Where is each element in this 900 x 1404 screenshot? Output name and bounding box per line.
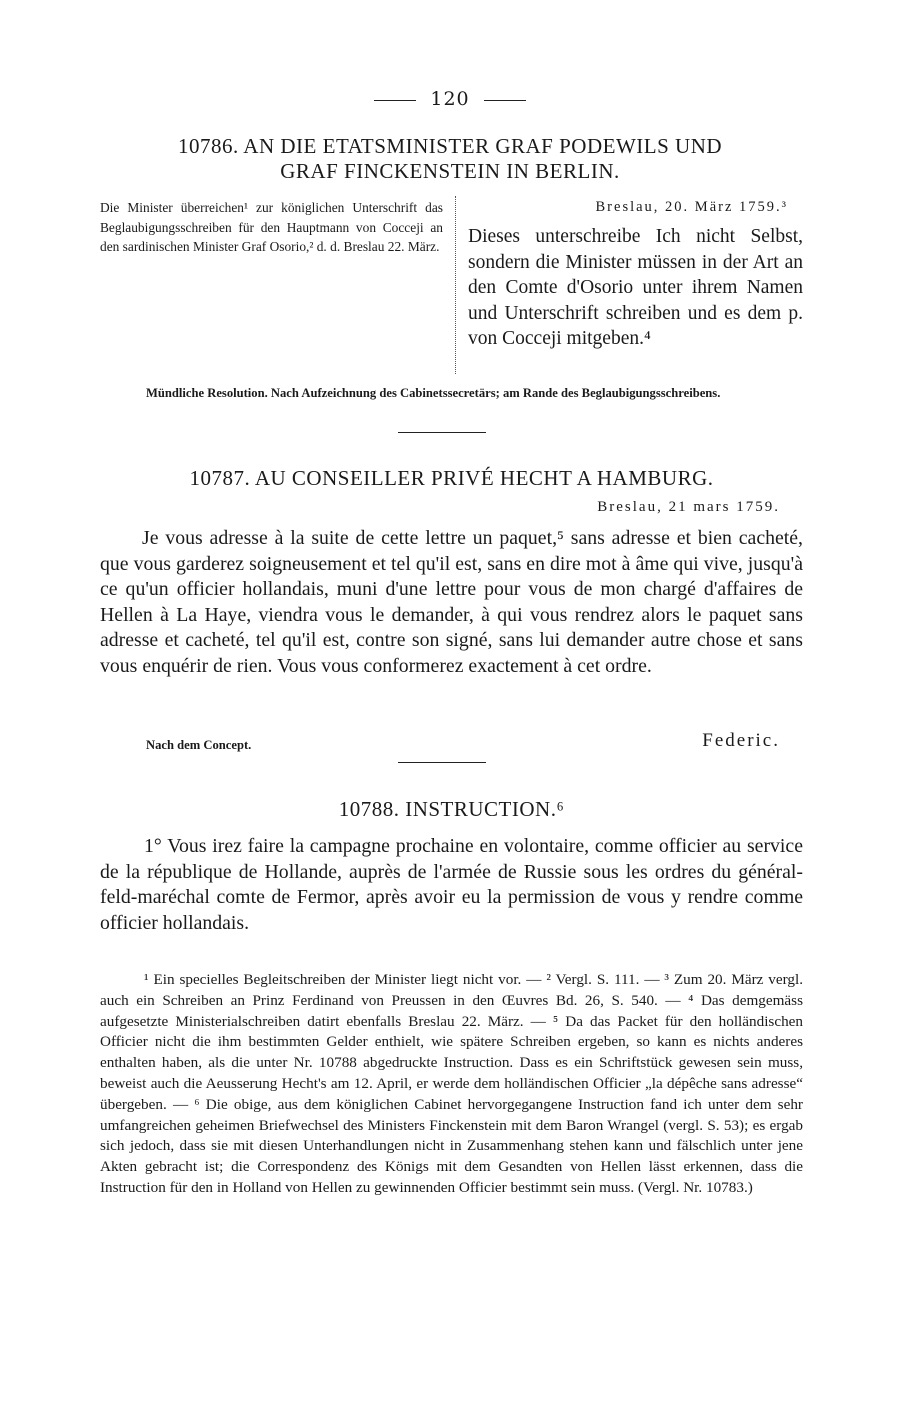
letter2-heading: [100, 466, 803, 491]
letter1-summary: Die Minister überreichen¹ zur königlichen Unterschrift das Beglaubigungsschreiben für den Hauptmann von Cocceji an den sardinischen Minister Graf Osorio,² d. d. Breslau 22. März.: [100, 200, 443, 254]
column-divider: [455, 196, 456, 374]
header-rule-left: [374, 100, 416, 101]
letter2-signature: Federic.: [702, 730, 780, 751]
letter3-para-marker: 1°: [144, 835, 162, 857]
separator-2: [398, 762, 486, 763]
letter1-date: Breslau, 20. März 1759.³: [595, 199, 788, 215]
letter1-source: Mündliche Resolution. Nach Aufzeichnung des Cabinetssecretärs; am Rande des Beglaubigungsschreibens.: [146, 386, 721, 400]
letter2-number: 10787.: [189, 466, 251, 490]
footnotes: ¹ Ein specielles Begleitschreiben der Minister liegt nicht vor. — ² Vergl. S. 111. — ³ Zum 20. März vergl. auch ein Schreiben an Prinz Ferdinand von Preussen in den Œuvres Bd. 26, S. 540. — ⁴ Das demgemäss aufgesetzte Ministerialschreiben datirt ebenfalls Breslau 22. März. — ⁵ Da das Packet für den holländischen Officier nicht die ihm bestimmten Gelder enthielt, wie spätere Schreiben ergeben, so kann es nichts anderes enthalten haben, als die unter Nr. 10788 abgedruckte Instruction. Dass es ein Schriftstück gewesen sein muss, beweist auch die Aeusserung Hecht's am 12. April, er werde dem holländischen Officier „la dépêche sans adresse“ übergeben. — ⁶ Die obige, aus dem königlichen Cabinet hervorgegangene Instruction fand ich unter dem sehr umfangreichen geheimen Briefwechsel des Ministers Finckenstein mit dem Baron Wrangel (vergl. S. 53); es ergab sich jedoch, dass sie mit diesen Unterhandlungen nicht in Zusammenhang stehen kann und fälschlich unter jene Akten gebracht ist; die Correspondenz des Königs mit dem Gesandten von Hellen lässt erkennen, dass die Instruction für den in Holland von Hellen zu gewinnenden Officier bestimmt sein muss. (Vergl. Nr. 10783.): [100, 971, 803, 1196]
letter3-text: Vous irez faire la campagne prochaine en volontaire, comme officier au service de la république de Hollande, auprès de l'armée de Russie sous les ordres du général-feld-maréchal comte de Fermor, après avoir eu la permission de vous y rendre comme officier hollandais.: [100, 835, 803, 934]
letter1-title-line2: GRAF FINCKENSTEIN IN BERLIN.: [280, 159, 620, 183]
letter1-number: 10786.: [177, 134, 239, 158]
letter3-title: INSTRUCTION.⁶: [405, 797, 565, 821]
letter1-text: Dieses unterschreibe Ich nicht Selbst, sondern die Minister müssen in der Art an den Comte d'Osorio unter ihrem Namen und Unterschrift schreiben und es dem p. von Cocceji mitgeben.⁴: [468, 226, 803, 349]
page-header: [0, 88, 900, 110]
letter2-date: Breslau, 21 mars 1759.: [597, 499, 780, 515]
letter3-paragraph: [100, 834, 803, 936]
letter1-title-line1: AN DIE ETATSMINISTER GRAF PODEWILS UND: [243, 134, 723, 158]
header-rule-right: [484, 100, 526, 101]
letter2-source: Nach dem Concept.: [146, 738, 252, 752]
separator-1: [398, 432, 486, 433]
letter3-number: 10788.: [338, 797, 400, 821]
letter2-title: AU CONSEILLER PRIVÉ HECHT A HAMBURG.: [254, 466, 714, 490]
letter3-heading: [100, 797, 803, 822]
page-number: 120: [430, 88, 470, 110]
letter1-heading: [100, 134, 800, 159]
letter2-text: Je vous adresse à la suite de cette lettre un paquet,⁵ sans adresse et bien cacheté, que vous garderez soigneusement et tel qu'il est, sans en dire mot à âme qui vive, jusqu'à ce qu'un officier hollandais, muni d'une lettre pour vous de mon chargé d'affaires de Hellen à La Haye, viendra vous le demander, à qui vous rendrez alors le paquet sans adresse et cacheté, tel qu'il est, contre son signé, sans lui demander autre chose et sans vous enquérir de rien. Vous vous conformerez exactement à cet ordre.: [100, 527, 803, 677]
